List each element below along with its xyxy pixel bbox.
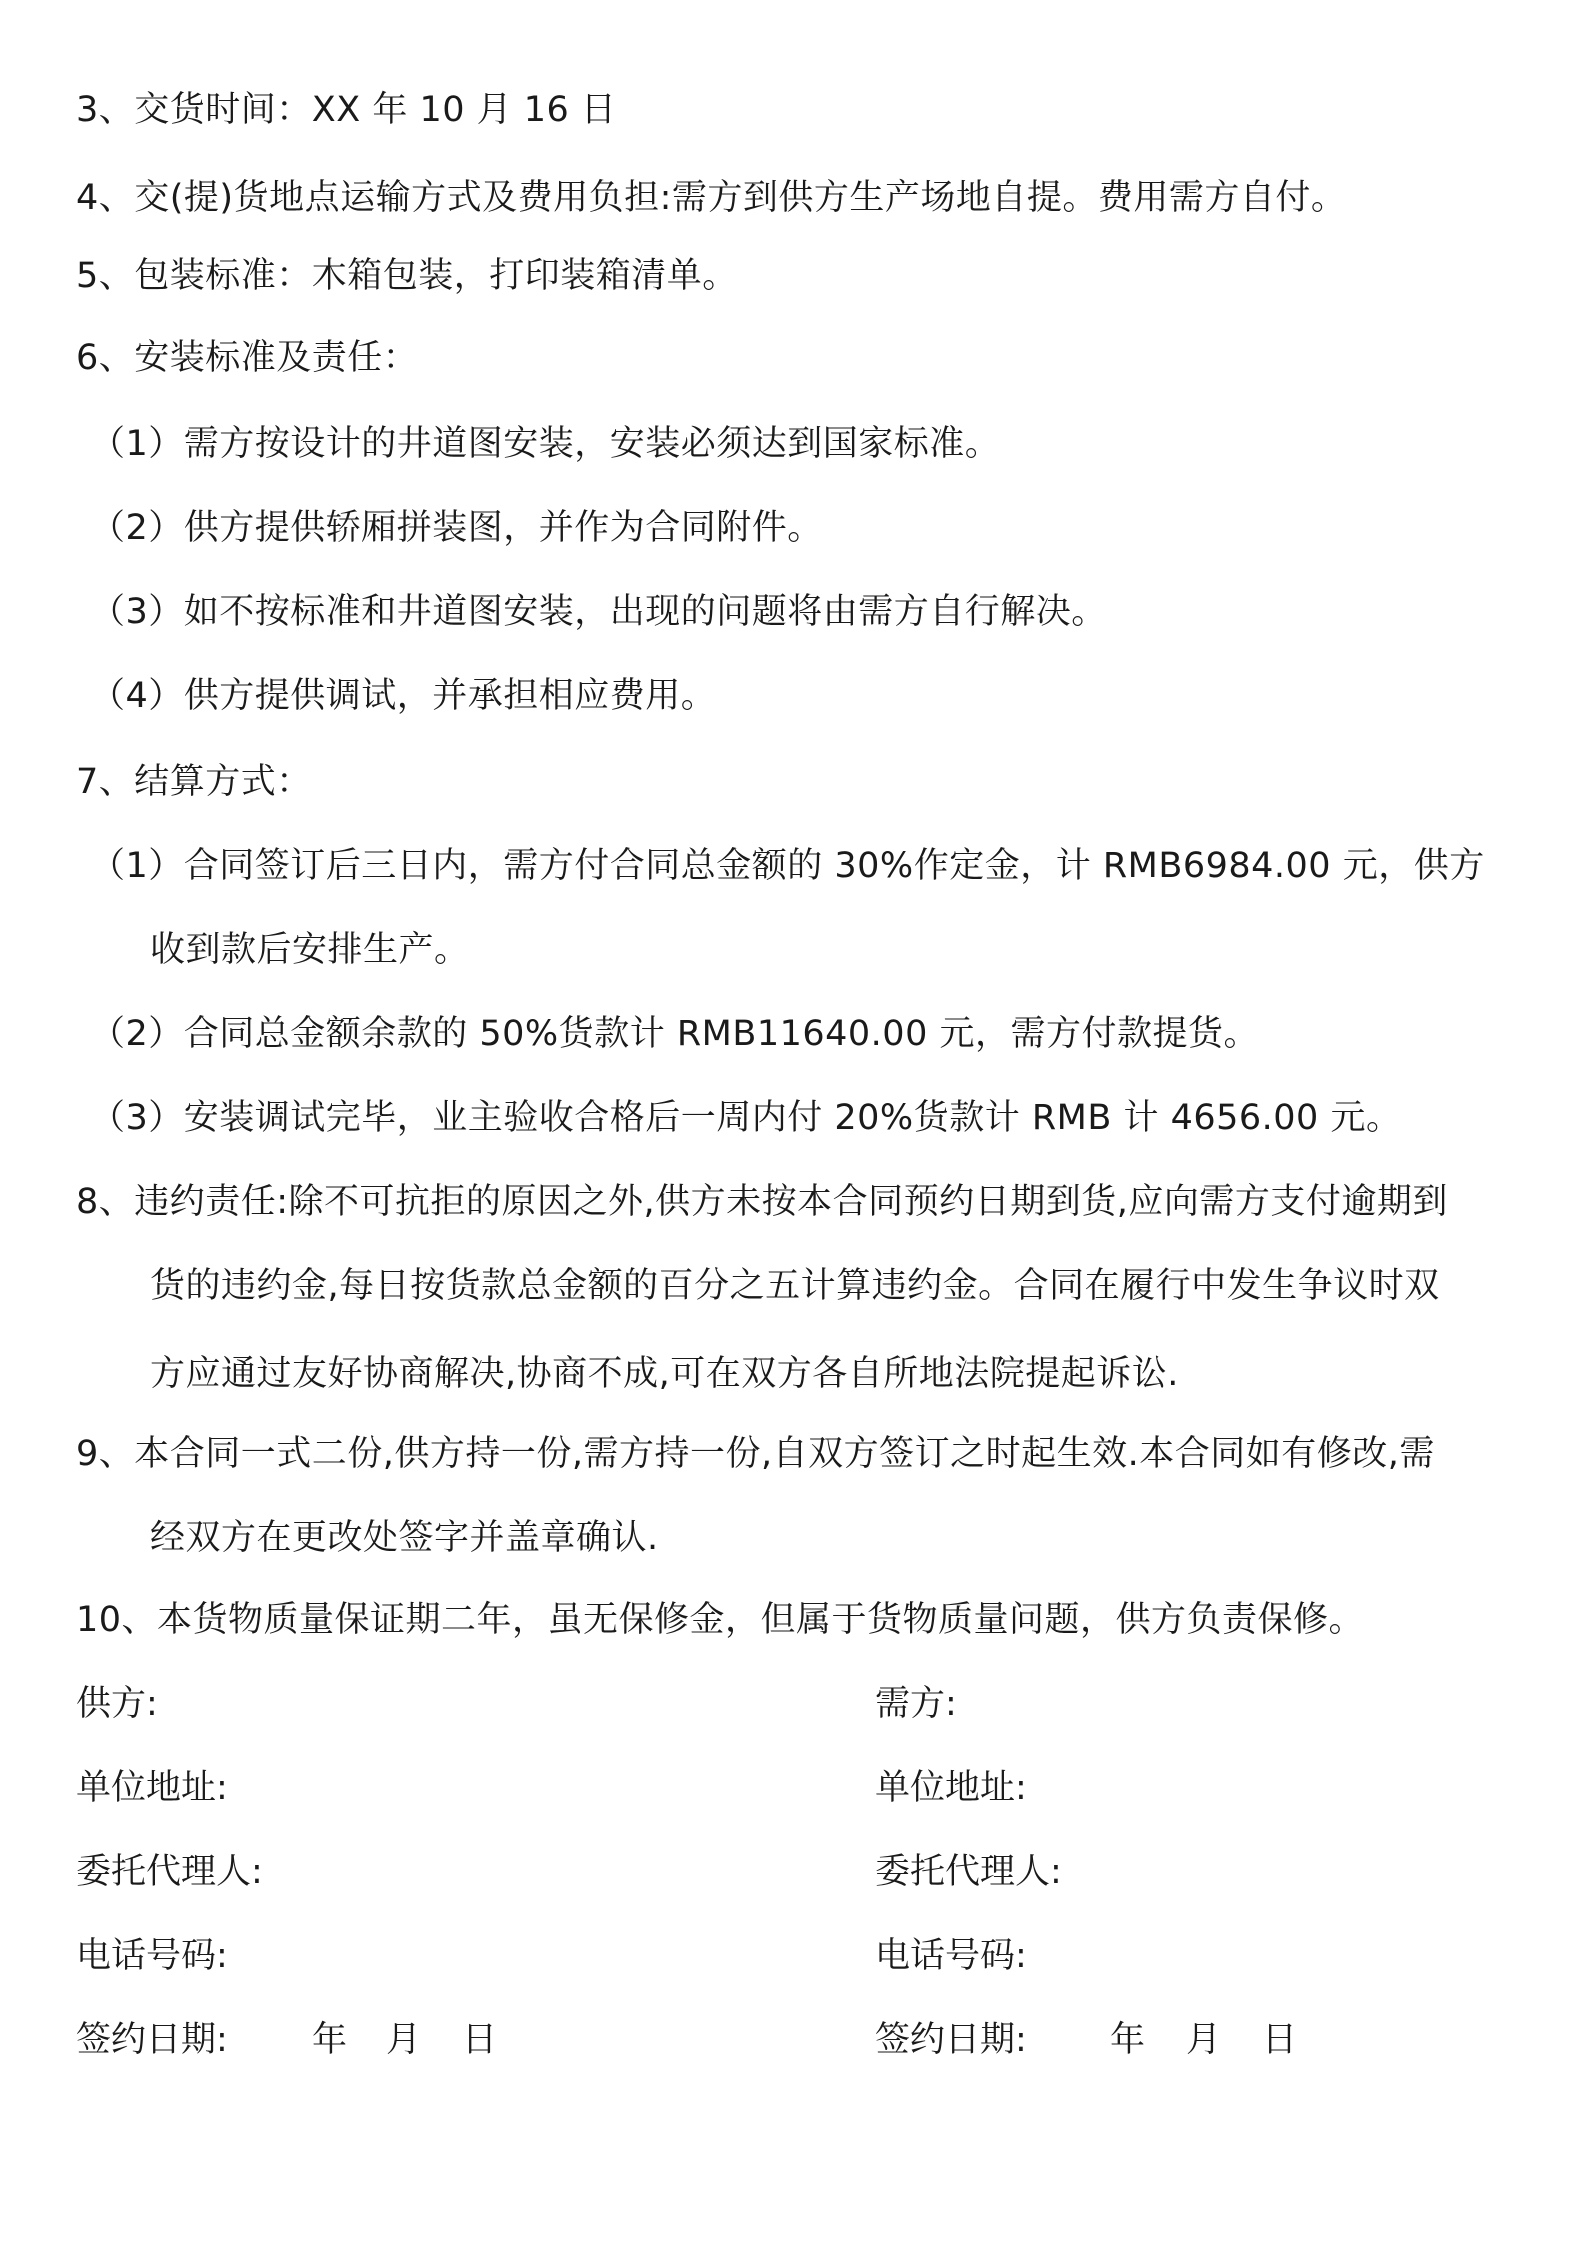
signature-row-phone xyxy=(0,1934,1586,1978)
buyer-agent-label: 委托代理人: xyxy=(875,1852,1062,1892)
clause-6-item-3: （3）如不按标准和井道图安装，出现的问题将由需方自行解决。 xyxy=(90,592,1107,632)
signature-row-agent xyxy=(0,1850,1586,1894)
clause-6-item-4: （4）供方提供调试，并承担相应费用。 xyxy=(90,676,717,716)
clause-5-packaging: 5、包装标准：木箱包装，打印装箱清单。 xyxy=(76,256,738,296)
supplier-date-label: 签约日期: xyxy=(76,2020,228,2060)
supplier-label: 供方: xyxy=(76,1684,158,1724)
signature-row-address xyxy=(0,1766,1586,1810)
supplier-agent-label: 委托代理人: xyxy=(76,1852,263,1892)
clause-6-item-1: （1）需方按设计的井道图安装，安装必须达到国家标准。 xyxy=(90,424,1001,464)
buyer-date-year: 年 xyxy=(1110,2020,1146,2060)
clause-8-line-3: 方应通过友好协商解决,协商不成,可在双方各自所地法院提起诉讼. xyxy=(150,1354,1179,1394)
buyer-date-label: 签约日期: xyxy=(875,2020,1027,2060)
clause-8-line-2: 货的违约金,每日按货款总金额的百分之五计算违约金。合同在履行中发生争议时双 xyxy=(150,1266,1440,1306)
supplier-date-month: 月 xyxy=(386,2020,422,2060)
clause-6-item-2: （2）供方提供轿厢拼装图，并作为合同附件。 xyxy=(90,508,823,548)
clause-7-item-2: （2）合同总金额余款的 50%货款计 RMB11640.00 元，需方付款提货。 xyxy=(90,1014,1259,1054)
clause-4-delivery-location: 4、交(提)货地点运输方式及费用负担:需方到供方生产场地自提。费用需方自付。 xyxy=(76,178,1347,218)
buyer-phone-label: 电话号码: xyxy=(875,1936,1027,1976)
clause-3-delivery-time: 3、交货时间：XX 年 10 月 16 日 xyxy=(76,90,617,130)
buyer-date-day: 日 xyxy=(1262,2020,1298,2060)
buyer-date-month: 月 xyxy=(1186,2020,1222,2060)
supplier-date-day: 日 xyxy=(462,2020,498,2060)
clause-9-line-2: 经双方在更改处签字并盖章确认. xyxy=(150,1518,659,1558)
clause-9-line-1: 9、本合同一式二份,供方持一份,需方持一份,自双方签订之时起生效.本合同如有修改,需 xyxy=(76,1434,1435,1474)
clause-10-warranty: 10、本货物质量保证期二年，虽无保修金，但属于货物质量问题，供方负责保修。 xyxy=(76,1600,1365,1640)
supplier-date-year: 年 xyxy=(312,2020,348,2060)
clause-6-installation: 6、安装标准及责任： xyxy=(76,338,419,378)
signature-row-date xyxy=(0,2018,1586,2062)
clause-7-item-1-line-1: （1）合同签订后三日内，需方付合同总金额的 30%作定金，计 RMB6984.00 元，供方 xyxy=(90,846,1485,886)
supplier-phone-label: 电话号码: xyxy=(76,1936,228,1976)
buyer-label: 需方: xyxy=(875,1684,957,1724)
signature-row-party xyxy=(0,1682,1586,1726)
clause-7-item-3: （3）安装调试完毕，业主验收合格后一周内付 20%货款计 RMB 计 4656.00 元。 xyxy=(90,1098,1402,1138)
buyer-address-label: 单位地址: xyxy=(875,1768,1027,1808)
clause-8-line-1: 8、违约责任:除不可抗拒的原因之外,供方未按本合同预约日期到货,应向需方支付逾期到 xyxy=(76,1182,1448,1222)
clause-7-settlement: 7、结算方式： xyxy=(76,762,312,802)
clause-7-item-1-line-2: 收到款后安排生产。 xyxy=(150,930,470,970)
supplier-address-label: 单位地址: xyxy=(76,1768,228,1808)
